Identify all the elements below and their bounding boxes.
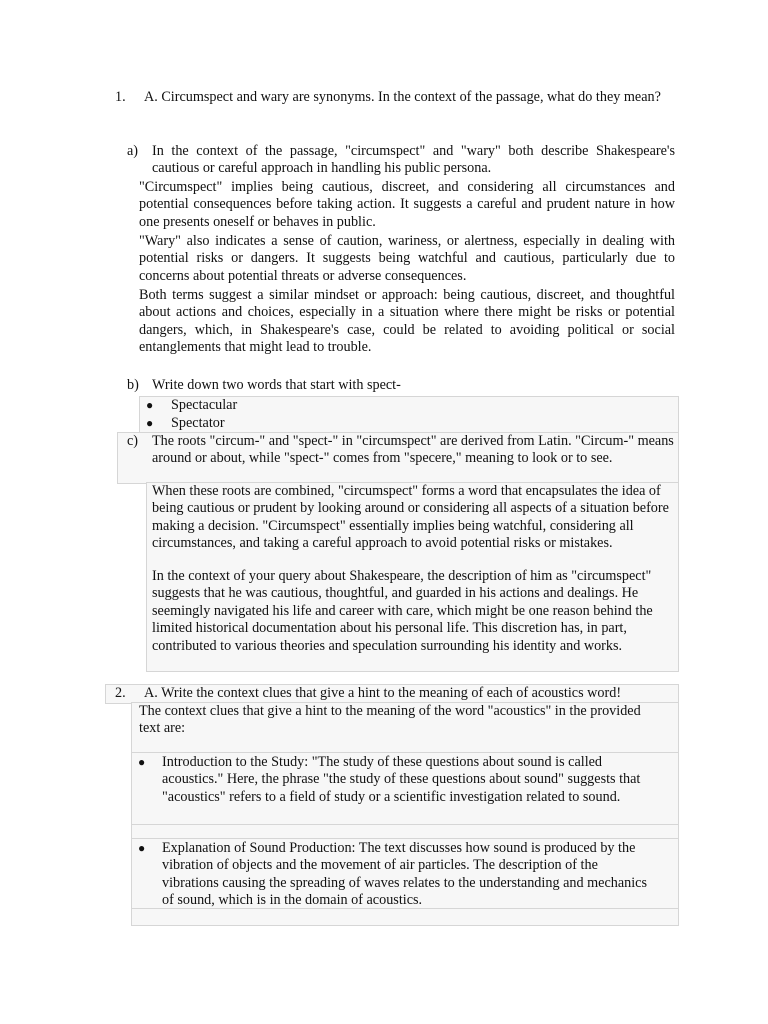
q1-question: A. Circumspect and wary are synonyms. In the context of the passage, what do they mean? — [144, 89, 661, 105]
q1a-paragraph-circumspect: "Circumspect" implies being cautious, discreet, and considering all circumstances and potential consequences before taking action. It suggests a careful and prudent nature in how one presents oneself or behaves in public. — [139, 179, 675, 230]
q1-number: 1. — [115, 89, 126, 105]
q2-bullet-text-1: Introduction to the Study: "The study of these questions about sound is called acoustics." Here, the phrase "the study of these questions about sound" suggests that "acoustics" refers to a field of study or a scientific investigation related to sound. — [162, 754, 641, 805]
bullet-icon: ● — [146, 398, 154, 412]
q1b-marker: b) — [127, 377, 139, 393]
q2-intro: The context clues that give a hint to the meaning of the word "acoustics" in the provided text are: — [139, 703, 641, 737]
q1a-marker: a) — [127, 143, 139, 159]
q1b-word-2: Spectator — [171, 415, 225, 431]
q2-bullet-text-2: Explanation of Sound Production: The text discusses how sound is produced by the vibration of objects and the movement of air particles. The description of the vibrations causing the spreading of waves relates to the understanding and mechanics of sound, which is in the domain of acoustics. — [162, 840, 647, 909]
bullet-icon: ● — [146, 416, 154, 430]
q1c-paragraph-combined: When these roots are combined, "circumspect" forms a word that encapsulates the idea of being cautious or prudent by looking around or considering all aspects of a situation before making a decision. "Circumspect" essentially implies being watchful, considering all circumstances, and taking a careful approach to avoid potential risks or mistakes. — [152, 483, 669, 552]
q1c-lead: The roots "circum-" and "spect-" in "circumspect" are derived from Latin. "Circum-" means around or about, while "spect-" comes from "specere," meaning to look or to see. — [152, 433, 674, 467]
q1b-prompt: Write down two words that start with spect- — [152, 377, 401, 393]
bullet-icon: ● — [138, 755, 146, 769]
bullet-icon: ● — [138, 841, 146, 855]
q2-number: 2. — [115, 685, 126, 701]
q1c-paragraph-shakespeare: In the context of your query about Shakespeare, the description of him as "circumspect" suggests that he was cautious, thoughtful, and guarded in his actions and dealings. He seemingly navigated his life and career with care, which might be one reason behind the limited historical documentation about his personal life. This discretion has, in part, contributed to various theories and speculation surrounding his identity and works. — [152, 568, 653, 654]
q1a-lead: In the context of the passage, "circumspect" and "wary" both describe Shakespeare's cautious or careful approach in handling his public persona. — [152, 143, 675, 177]
q1a-paragraph-wary: "Wary" also indicates a sense of caution, wariness, or alertness, especially in dealing with potential risks or dangers. It suggests being watchful and cautious, particularly due to concerns about potential threats or adverse consequences. — [139, 233, 675, 284]
q2-question: A. Write the context clues that give a hint to the meaning of each of acoustics word! — [144, 685, 622, 701]
q1b-word-1: Spectacular — [171, 397, 238, 413]
q1a-paragraph-both: Both terms suggest a similar mindset or approach: being cautious, discreet, and thoughtful about actions and choices, especially in a situation where there might be risks or potential dangers, which, in Shakespeare's case, could be related to avoiding political or social entanglements that might lead to trouble. — [139, 287, 675, 356]
q2-trailing-box — [131, 908, 679, 926]
q1c-marker: c) — [127, 433, 139, 449]
